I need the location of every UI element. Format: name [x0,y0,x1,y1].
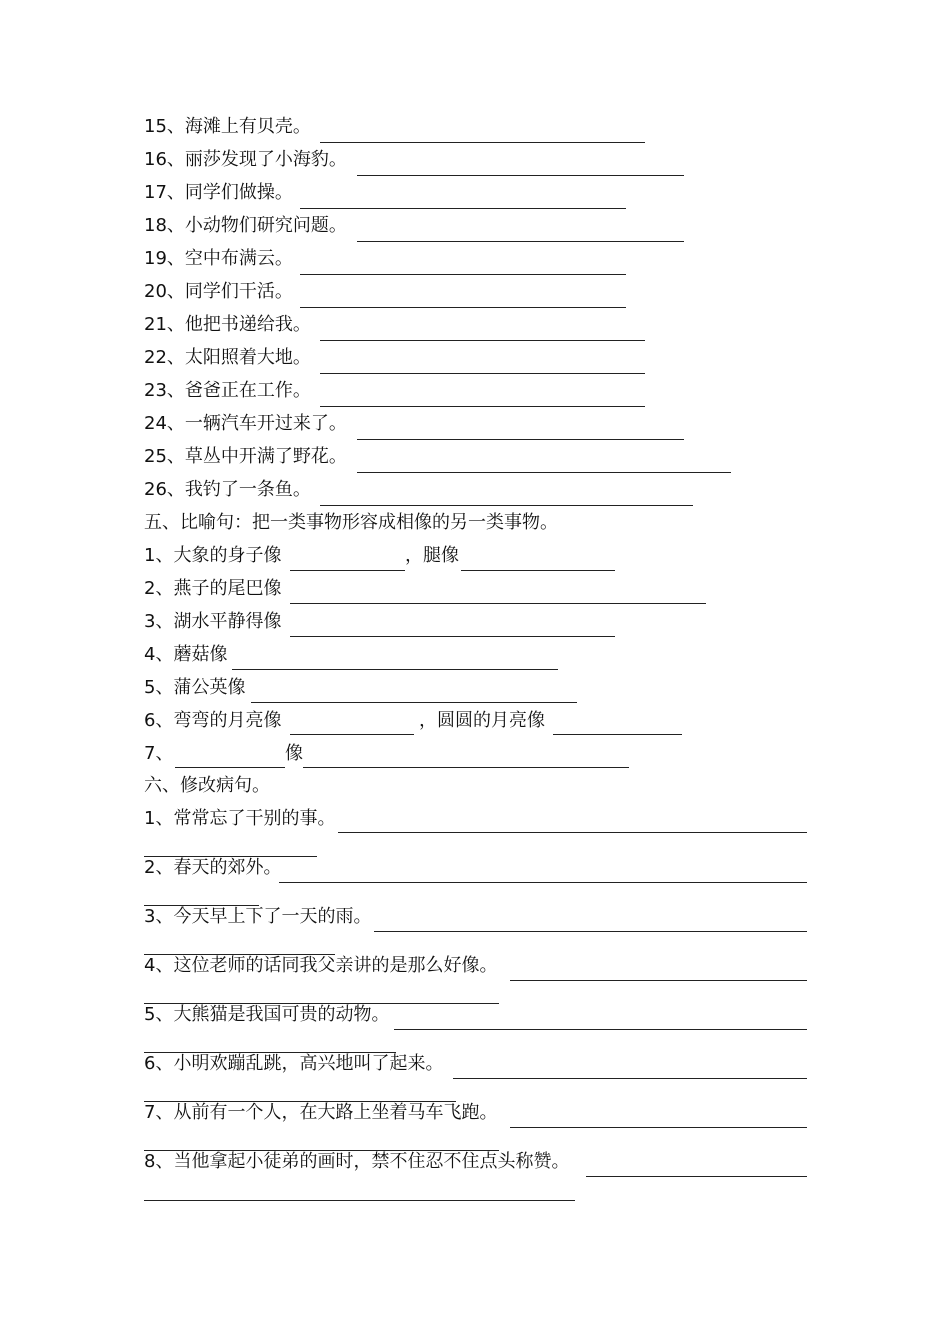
answer-line[interactable] [553,734,682,735]
answer-line[interactable] [320,340,645,341]
simile-item-7a: 7、 [144,743,174,764]
exercise-item-16: 16、丽莎发现了小海豹。 [144,149,347,170]
simile-item-1b: ，腿像 [405,545,459,566]
answer-line[interactable] [290,636,615,637]
simile-item-3: 3、湖水平静得像 [144,611,282,632]
exercise-item-18: 18、小动物们研究问题。 [144,215,347,236]
answer-line[interactable] [279,882,807,883]
correction-item-7: 7、从前有一个人，在大路上坐着马车飞跑。 [144,1102,498,1123]
answer-line[interactable] [374,931,807,932]
exercise-item-17: 17、同学们做操。 [144,182,293,203]
simile-item-7b: 像 [285,743,303,764]
answer-line[interactable] [290,570,405,571]
answer-line[interactable] [175,767,285,768]
correction-item-5: 5、大熊猫是我国可贵的动物。 [144,1004,390,1025]
simile-item-5: 5、蒲公英像 [144,677,246,698]
answer-line[interactable] [338,832,807,833]
answer-line[interactable] [320,406,645,407]
exercise-item-23: 23、爸爸正在工作。 [144,380,311,401]
answer-line[interactable] [300,208,626,209]
answer-line[interactable] [357,439,684,440]
exercise-item-20: 20、同学们干活。 [144,281,293,302]
exercise-item-21: 21、他把书递给我。 [144,314,311,335]
exercise-item-19: 19、空中布满云。 [144,248,293,269]
simile-item-6b: ，圆圆的月亮像 [419,710,545,731]
answer-line[interactable] [357,241,684,242]
section-heading-corrections: 六、修改病句。 [144,775,270,796]
answer-line[interactable] [510,1127,807,1128]
answer-line[interactable] [453,1078,807,1079]
simile-item-1a: 1、大象的身子像 [144,545,282,566]
answer-line[interactable] [320,505,693,506]
correction-item-3: 3、今天早上下了一天的雨。 [144,906,372,927]
exercise-item-15: 15、海滩上有贝壳。 [144,116,311,137]
answer-line[interactable] [357,175,684,176]
simile-item-6a: 6、弯弯的月亮像 [144,710,282,731]
answer-line[interactable] [232,669,558,670]
simile-item-2: 2、燕子的尾巴像 [144,578,282,599]
exercise-item-25: 25、草丛中开满了野花。 [144,446,347,467]
exercise-item-24: 24、一辆汽车开过来了。 [144,413,347,434]
section-heading-similes: 五、比喻句：把一类事物形容成相像的另一类事物。 [144,512,558,533]
answer-line[interactable] [320,142,645,143]
exercise-item-22: 22、太阳照着大地。 [144,347,311,368]
answer-line[interactable] [290,734,414,735]
correction-item-2: 2、春天的郊外。 [144,857,282,878]
answer-line[interactable] [586,1176,807,1177]
answer-line[interactable] [251,702,577,703]
answer-line[interactable] [320,373,645,374]
correction-item-4: 4、这位老师的话同我父亲讲的是那么好像。 [144,955,498,976]
simile-item-4: 4、蘑菇像 [144,644,228,665]
answer-line[interactable] [290,603,706,604]
answer-line[interactable] [303,767,629,768]
exercise-item-26: 26、我钓了一条鱼。 [144,479,311,500]
answer-line[interactable] [300,274,626,275]
answer-line[interactable] [461,570,615,571]
answer-line[interactable] [144,1200,575,1201]
answer-line[interactable] [510,980,807,981]
correction-item-6: 6、小明欢蹦乱跳，高兴地叫了起来。 [144,1053,444,1074]
answer-line[interactable] [300,307,626,308]
answer-line[interactable] [394,1029,807,1030]
correction-item-8: 8、当他拿起小徒弟的画时，禁不住忍不住点头称赞。 [144,1151,570,1172]
correction-item-1: 1、常常忘了干别的事。 [144,808,336,829]
answer-line[interactable] [357,472,731,473]
